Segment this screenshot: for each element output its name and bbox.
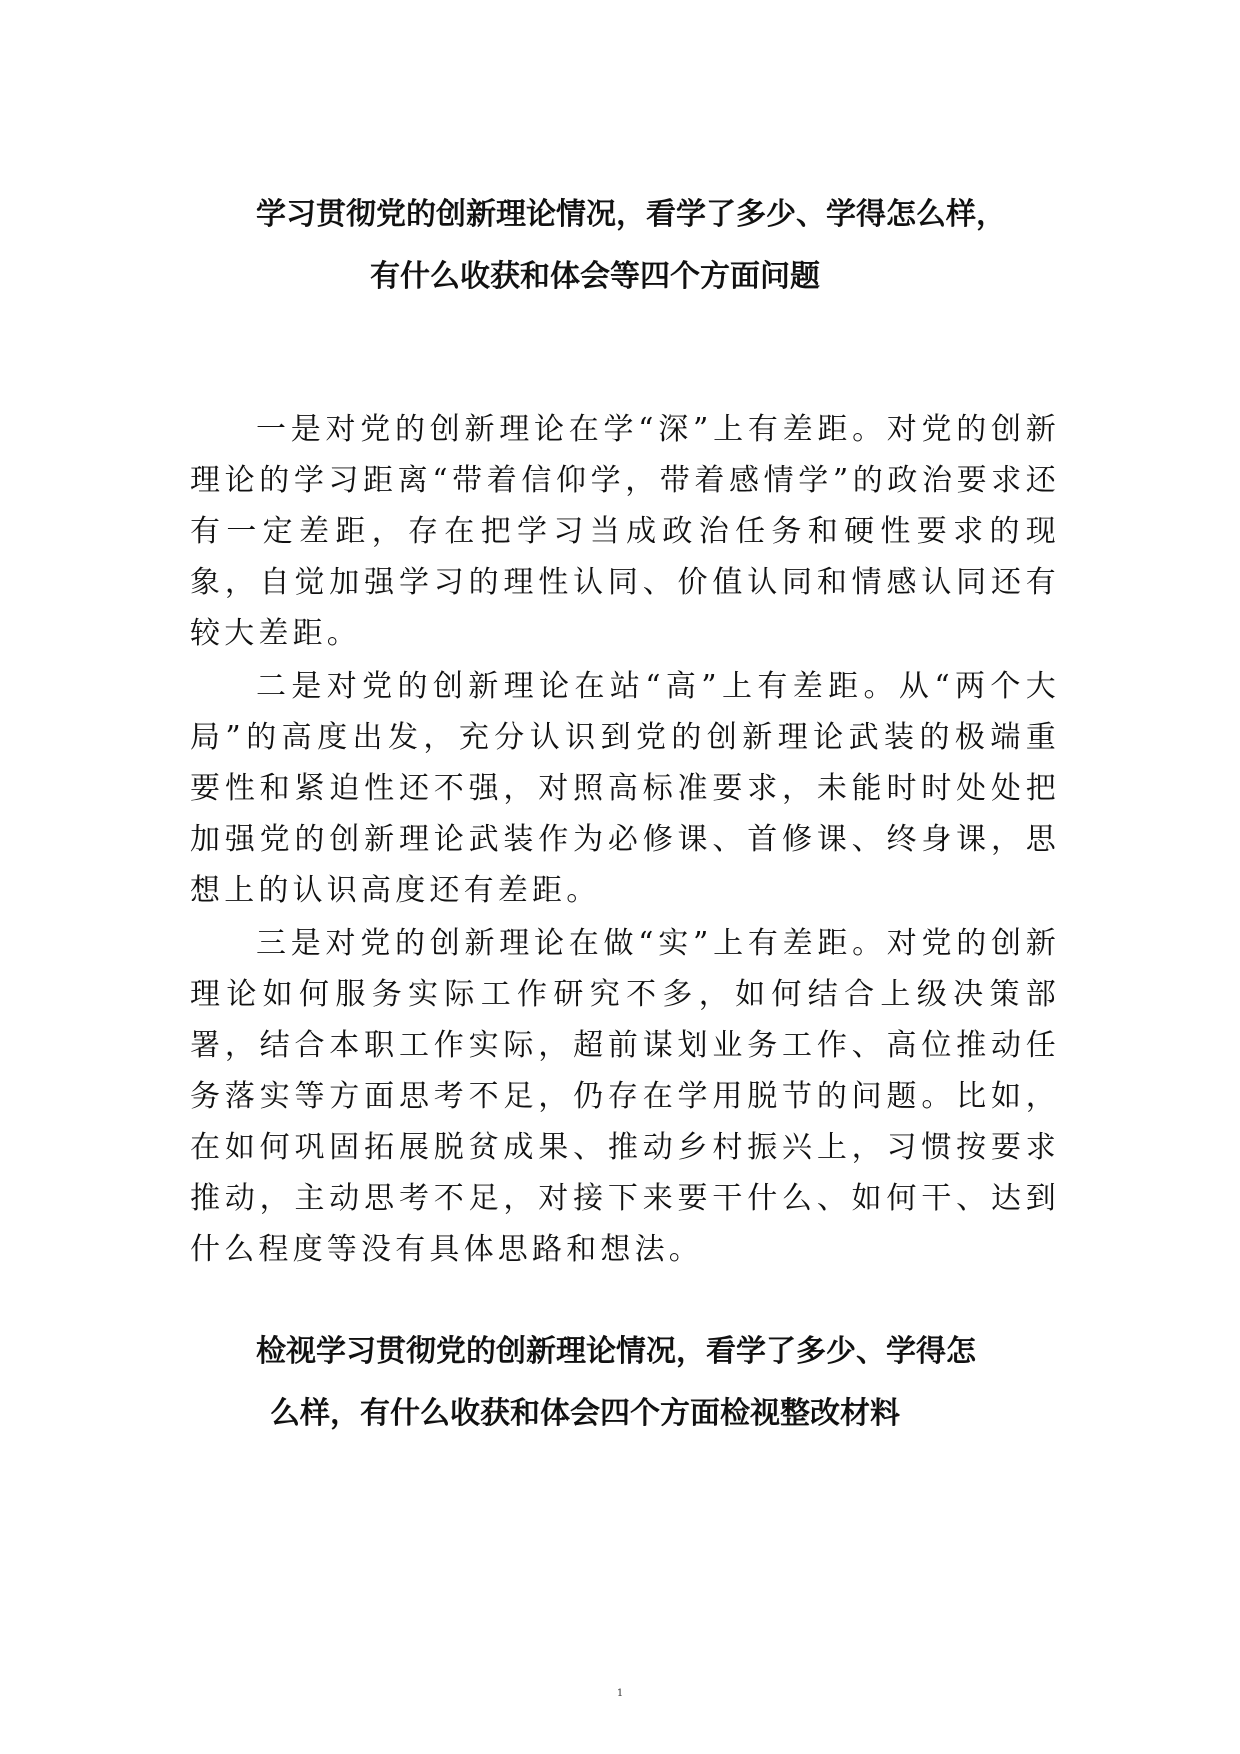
paragraph-3: 三是对党的创新理论在做“实”上有差距。对党的创新理论如何服务实际工作研究不多，如何结合上级决策部署，结合本职工作实际，超前谋划业务工作、高位推动任务落实等方面思考不足，仍存在学用脱节的问题。比如，在如何巩固拓展脱贫成果、推动乡村振兴上，习惯按要求推动，主动思考不足，对接下来要干什么、如何干、达到什么程度等没有具体思路和想法。 <box>190 926 1060 1267</box>
section-title <box>190 1324 1050 1442</box>
title-line-2: 有什么收获和体会等四个方面问题 <box>370 259 820 294</box>
page-number: 1 <box>616 1688 624 1699</box>
section-title-line-1: 检视学习贯彻党的创新理论情况，看学了多少、学得怎 <box>256 1334 976 1369</box>
section-title-line-2: 么样，有什么收获和体会四个方面检视整改材料 <box>270 1396 900 1431</box>
document-title <box>190 187 1050 305</box>
paragraph-1: 一是对党的创新理论在学“深”上有差距。对党的创新理论的学习距离“带着信仰学，带着感情学”的政治要求还有一定差距，存在把学习当成政治任务和硬性要求的现象，自觉加强学习的理性认同、价值认同和情感认同还有较大差距。 <box>190 412 1060 651</box>
paragraph-2: 二是对党的创新理论在站“高”上有差距。从“两个大局”的高度出发，充分认识到党的创新理论武装的极端重要性和紧迫性还不强，对照高标准要求，未能时时处处把加强党的创新理论武装作为必修课、首修课、终身课，思想上的认识高度还有差距。 <box>190 669 1060 908</box>
title-line-1: 学习贯彻党的创新理论情况，看学了多少、学得怎么样， <box>256 197 1006 232</box>
